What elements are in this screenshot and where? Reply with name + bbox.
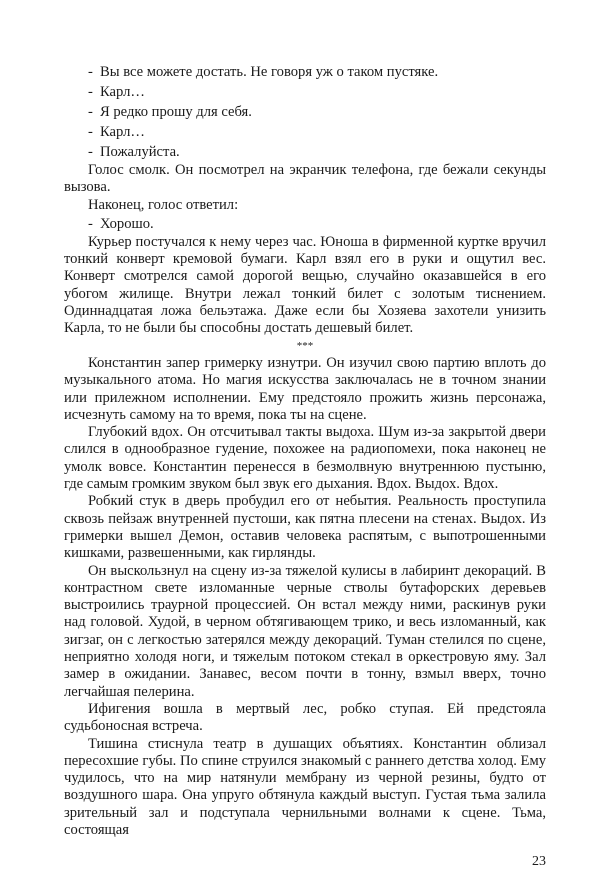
dash-mark: - [88,84,93,100]
paragraph: Робкий стук в дверь пробудил его от небытия. Реальность проступила сквозь пейзаж внутренней пустоши, как пятна плесени на стенах. Выдох. Из гримерки вышел Демон, оставив человека распятым, с выпотрошенными кишками, развешенными, как гирлянды. [64,493,546,562]
dash-mark: - [88,215,93,232]
dialogue-text: Карл… [100,84,145,100]
paragraph: Голос смолк. Он посмотрел на экранчик телефона, где бежали секунды вызова. [64,162,546,196]
dash-mark: - [88,64,93,80]
paragraph: Наконец, голос ответил: [88,196,239,213]
dialogue-text: Карл… [100,124,145,140]
dialogue-text: Хорошо. [100,215,154,232]
paragraph: Он выскользнул на сцену из-за тяжелой кулисы в лабиринт декораций. В контрастном свете изломанные черные стволы бутафорских деревьев выстроились траурной процессией. Он встал между ними, раскинув руки над головой. Худой, в черном обтягивающем трико, и весь изломанный, как зигзаг, он с легкостью затерялся между декораций. Туман стелился по сцене, неприятно холодя ноги, и тяжелым потоком стекал в оркестровую яму. Зал замер в ожидании. Занавес, весом почти в тонну, взмыл вверх, точно легчайшая пелерина. [64,562,546,700]
dialogue-line [64,142,546,162]
dialogue-line [64,122,546,142]
paragraph: Курьер постучался к нему через час. Юноша в фирменной куртке вручил тонкий конверт кремовой бумаги. Карл взял его в руки и ощутил вес. Конверт смотрелся самой дорогой вещью, случайно оказавшейся в его убогом жилище. Внутри лежал тонкий билет с золотым тиснением. Одиннадцатая ложа бельэтажа. Даже если бы Хозяева захотели унизить Карла, то не были бы способны достать дешевый билет. [64,233,546,337]
section-separator: *** [296,339,314,352]
paragraph: Ифигения вошла в мертвый лес, робко ступая. Ей предстояла судьбоносная встреча. [64,700,546,735]
paragraph: Тишина стиснула театр в душащих объятиях. Константин облизал пересохшие губы. По спине струился знакомый с раннего детства холод. Ему чудилось, что на мир натянули мембрану из черной резины, будто от воздушного шара. Она упруго обтянула каждый выступ. Густая тьма залила зрительный зал и подступала чернильными волнами к сцене. Тьма, состоящая [64,735,546,838]
dialogue-text: Вы все можете достать. Не говоря уж о таком пустяке. [100,64,439,80]
dash-mark: - [88,124,93,140]
dialogue-line [64,102,546,122]
page-number: 23 [532,854,546,870]
paragraph: Глубокий вдох. Он отсчитывал такты выдоха. Шум из-за закрытой двери слился в однообразное гудение, похожее на радиопомехи, пока наконец не умолк вовсе. Константин перенесся в безмолвную внутреннюю пустыню, где самым громким звуком был звук его дыхания. Вдох. Выдох. Вдох. [64,424,546,493]
paragraph: Константин запер гримерку изнутри. Он изучил свою партию вплоть до музыкального атома. Но магия искусства заключалась не в точном знании или прилежном исполнении. Ему предстояло прожить жизнь персонажа, исчезнуть самому на то время, пока ты на сцене. [64,354,546,423]
dialogue-text: Я редко прошу для себя. [100,104,252,120]
dialogue-line [64,62,546,82]
dialogue-line [64,214,546,234]
dialogue-text: Пожалуйста. [100,144,180,160]
dash-mark: - [88,144,93,160]
dash-mark: - [88,104,93,120]
document-page [64,62,546,839]
dialogue-line [64,82,546,102]
